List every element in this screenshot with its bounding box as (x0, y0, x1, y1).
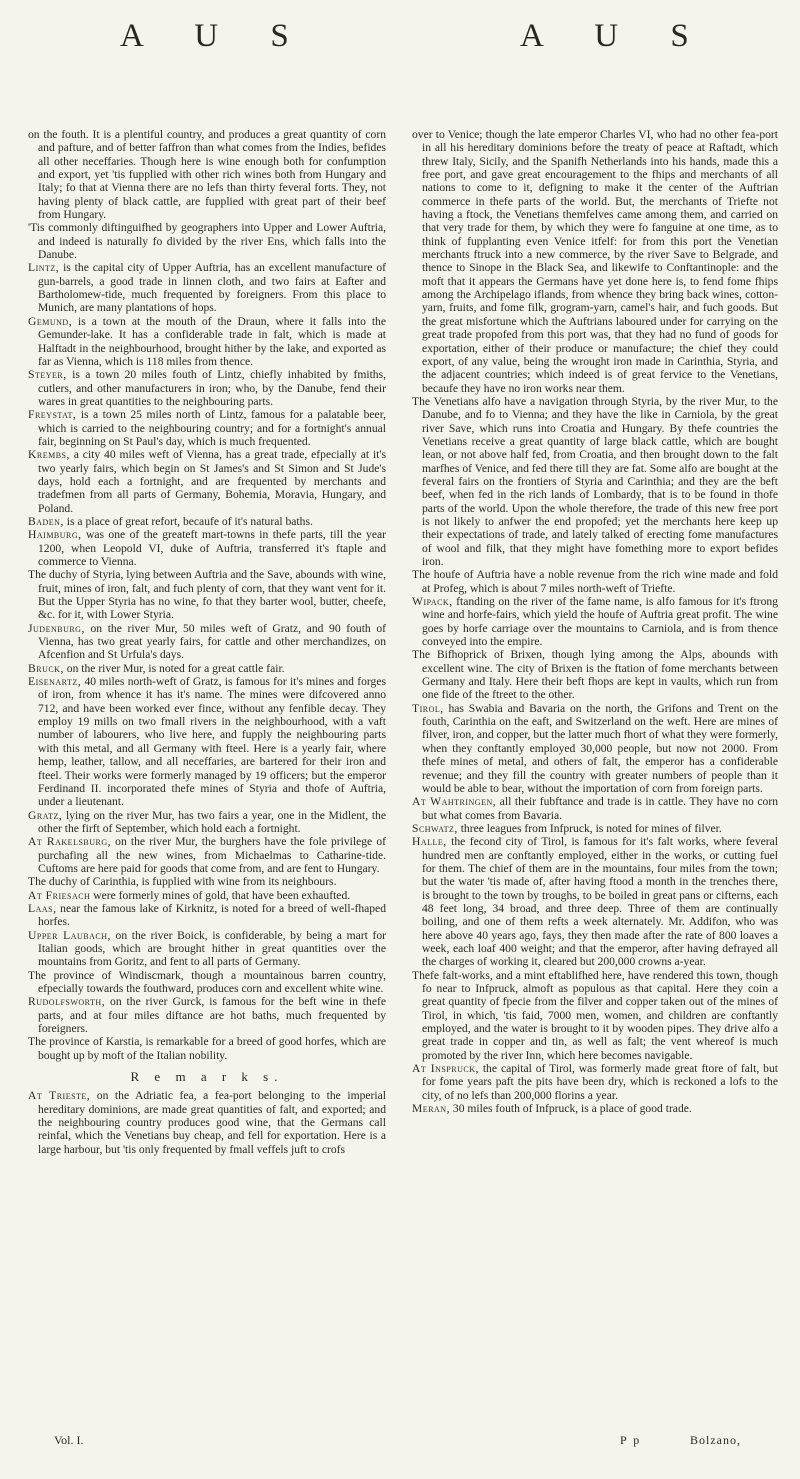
entry-text: 30 miles fouth of Infpruck, is a place of good trade. (452, 1102, 692, 1116)
entry-text: a city 40 miles weft of Vienna, has a great trade, efpecially at it's two yearly fairs, which begin on St James's and St Simon and St Jude's days, hold each a fortnight, and are frequented by merchants and tradefmen from all parts of Germany, Bohemia, Moravia, Hungary, and Poland. (38, 448, 386, 515)
entry-heading: Bruck, (28, 661, 64, 675)
paragraph (28, 662, 386, 675)
paragraph (412, 795, 778, 822)
paragraph (28, 128, 386, 221)
entry-text: on the river Gurck, is famous for the beft wine in thefe parts, and at four miles diftance are hot baths, much frequented by foreigners. (38, 995, 386, 1036)
catchword: Bolzano, (690, 1433, 741, 1447)
entry-text: The Venetians alfo have a navigation through Styria, by the river Mur, to the Danube, and fo to Vienna; and they have the like in Carniola, by the great river Save, which runs into Croatia and Hungary. By thefe countries the Venetians receive a great quantity of large black cattle, which are bought lean, or not above half fed, from Croatia, and then brought down to the falt marfhes of Venice, and fed there till they are fat. Some alfo are bought at the feveral fairs on the frontiers of Styria and Carinthia; and they are the beft beef, when fed in the rich lands of Lombardy, that is to be found in thofe parts of the world. Upon the whole therefore, the trade of this new free port is not likely to anfwer the end propofed; yet the merchants here keep up their expectations of trade, and lately talked of erecting fome manufactures of wool and filk, that they might have fomething more to export befides iron. (412, 394, 778, 568)
paragraph (28, 1089, 386, 1156)
entry-heading: Baden, (28, 514, 64, 528)
entry-text: is a town 25 miles north of Lintz, famous for a palatable beer, which is carried to the neighbouring country; and for a fortnight's annual fair, beginning on St Paul's day, which is much frequented. (38, 408, 386, 448)
entry-text: on the river Mur, 50 miles weft of Gratz, and 90 fouth of Vienna, has two great yearly fairs, for cattle and other merchandizes, on Afcenfion and St Urfula's days. (38, 621, 386, 662)
entry-heading: Meran, (412, 1102, 450, 1116)
left-column (28, 128, 386, 1156)
paragraph (28, 221, 386, 261)
paragraph (412, 395, 778, 568)
paragraph (412, 702, 778, 795)
paragraph (28, 809, 386, 836)
entry-text: 40 miles north-weft of Gratz, is famous for it's mines and forges of iron, from whence it has it's name. The mines were difcovered anno 712, and have been worked ever fince, without any fenfible decay. They employ 19 mills on two fmall rivers in the neighbourhood, with a vaft number of labourers, who live here, and fupply the neighbouring parts with this metal, and all Germany with fteel. Here is a yearly fair, where hemp, leather, tallow, and all neceffaries, are bartered for their iron and fteel. Their works were formerly managed by 19 officers; but the emperor Ferdinand II. incorporated thefe mines of Styria and thofe of Auftria, under a lieutenant. (38, 675, 387, 809)
paragraph (28, 995, 386, 1035)
entry-heading: At Wahtringen, (412, 795, 497, 809)
entry-heading: Freystat, (28, 408, 77, 422)
entry-text: on the river Mur, the burghers have the fole privilege of purchafing all the new wines, from Michaelmas to Catharine-tide. Cuftoms are here paid for goods that come from, and are fent to Hungary. (38, 835, 386, 875)
entry-heading: Krembs, (28, 448, 70, 462)
entry-text: 'Tis commonly diftinguifhed by geographers into Upper and Lower Auftria, and indeed is naturally fo divided by the river Ens, which falls into the Danube. (28, 221, 386, 262)
header-right: A U S (520, 18, 711, 54)
entry-heading: Halle, (412, 835, 447, 849)
entry-text: three leagues from Infpruck, is noted for mines of filver. (460, 821, 722, 835)
paragraph (28, 1035, 386, 1062)
entry-text: The province of Karstia, is remarkable for a breed of good horfes, which are bought up by moft of the Italian nobility. (28, 1035, 386, 1062)
paragraph (28, 835, 386, 875)
right-column (412, 128, 778, 1115)
entry-text: The houfe of Auftria have a noble revenue from the rich wine made and fold at Profeg, which is about 7 miles north-weft of Triefte. (412, 568, 778, 595)
entry-text: The Bifhoprick of Brixen, though lying among the Alps, abounds with excellent wine. The city of Brixen is the ftation of fome merchants between Germany and Italy. Here their beft fhops are kept in vaults, which run from one fide of the ftreet to the other. (412, 648, 778, 702)
running-header (0, 18, 800, 88)
entry-text: is a town at the mouth of the Draun, where it falls into the Gemunder-lake. It has a confiderable trade in falt, which is made at Halftadt in the neighbourhood, brought hither by the lake, and exported as far as Vienna, which is 118 miles from thence. (38, 314, 386, 368)
entry-heading: Lintz, (28, 261, 60, 275)
paragraph (412, 969, 778, 1062)
header-left: A U S (120, 18, 311, 54)
paragraph (412, 1102, 778, 1115)
entry-text: has Swabia and Bavaria on the north, the Grifons and Trent on the fouth, Carinthia on the eaft, and Switzerland on the weft. Here are mines of filver, iron, and copper, but the latter much fhort of what they were formerly, when they conftantly employed 30,000 people, but now not 2000. From thefe mines of metal, and others of falt, the emperor has a confiderable revenue; and they fill the country with greater numbers of people than it would be able to bear, without the importation of corn from foreign parts. (422, 701, 778, 795)
entry-text: The duchy of Carinthia, is fupplied with wine from its neighbours. (28, 875, 337, 889)
entry-heading: Haimburg, (28, 528, 82, 542)
entry-heading: At Trieste, (28, 1089, 91, 1103)
paragraph (28, 622, 386, 662)
entry-heading: Gratz, (28, 808, 63, 822)
entry-heading: Judenburg, (28, 621, 85, 635)
paragraph (28, 568, 386, 621)
volume-label: Vol. I. (54, 1433, 84, 1447)
entry-text: were formerly mines of gold, that have been exhaufted. (93, 888, 351, 902)
paragraph (28, 889, 386, 902)
entry-heading: At Friesach (28, 888, 91, 902)
paragraph (28, 675, 386, 808)
entry-text: is a town 20 miles fouth of Lintz, chiefly inhabited by fmiths, cutlers, and other manufacturers in iron; who, by the Danube, fend their wares in great quantities to the neighbouring parts. (38, 368, 387, 408)
entry-heading: Laas, (28, 901, 57, 915)
entry-heading: Wipack, (412, 595, 453, 609)
entry-text: the capital of Tirol, was formerly made great ftore of falt, but for fome years paft the pits have been dry, which is reckoned a lofs to the city, of no lefs than 200,000 florins a year. (422, 1062, 778, 1102)
entry-text: on the river Boick, is confiderable, by being a mart for Italian goods, which are brought hither in great quantities over the mountains from Goritz, and fent to all parts of Germany. (38, 928, 386, 969)
entry-text: is a place of great refort, becaufe of it's natural baths. (66, 514, 313, 528)
page-footer (0, 1433, 800, 1453)
entry-text: on the river Mur, is noted for a great cattle fair. (66, 661, 285, 675)
entry-text: on the Adriatic fea, a fea-port belonging to the imperial hereditary dominions, are made great quantities of falt, and exported; and the neighbouring country produces good wine, that the Germans call reinfal, which the Venetians buy cheap, and fell for exportation. Here is a large harbour, but 'tis only frequented by fmall veffels juft to crofs (38, 1089, 386, 1156)
paragraph (28, 261, 386, 314)
entry-text: ftanding on the river of the fame name, is alfo famous for it's ftrong wine and horfe-fairs, which yield the houfe of Auftria great profit. The wine goes by horfe carriage over the mountains to Carniola, and is from thence conveyed into the empire. (422, 595, 778, 649)
paragraph (28, 315, 386, 368)
paragraph (412, 128, 778, 395)
paragraph (412, 835, 778, 968)
paragraph (28, 448, 386, 515)
entry-text: The duchy of Styria, lying between Auftria and the Save, abounds with wine, fruit, mines of iron, falt, and fuch plenty of corn, that they want vent for it. But the Upper Styria has no wine, fo that they barter wool, butter, cheefe, &c. for it, with Lower Styria. (28, 568, 386, 622)
entry-text: near the famous lake of Kirknitz, is noted for a breed of well-fhaped horfes. (38, 901, 386, 929)
entry-text: on the fouth. It is a plentiful country, and produces a great quantity of corn and pafture, and of better faffron than what comes from the Indies, befides all other neceffaries. Though here is wine enough both for confumption and export, yet 'tis fupplied with other rich wines both from Hungary and Italy; fo that at Vienna there are no lefs than thirty feveral forts. They, not having plenty of black cattle, are fupplied with great part of their beef from Hungary. (28, 128, 386, 222)
paragraph (412, 568, 778, 595)
entry-heading: Rudolfsworth, (28, 995, 106, 1009)
paragraph (412, 595, 778, 648)
entry-heading: Tirol, (412, 701, 444, 715)
paragraph (412, 822, 778, 835)
paragraph (28, 969, 386, 996)
entry-text: The province of Windiscmark, though a mountainous barren country, efpecially towards the fouthward, produces corn and excellent white wine. (28, 968, 386, 995)
entry-text: the fecond city of Tirol, is famous for it's falt works, where feveral hundred men are conftantly employed, either in the works, or cutting fuel for them. The chief of them are in the mountains, four miles from the town; but the water 'tis made of, after having ftood a month in the trenches there, is brought to the town by troughs, to be boiled in great pans or cifterns, each 48 feet long, 34 broad, and three deep. Three of them are continually boiling, and one of them refts a week alternately. Mr. Addifon, who was here above 40 years ago, fays, they then made after the rate of 800 loaves a week, each loaf 400 weight; and that the emperor, after having defrayed all the charges of working it, cleared but 200,000 crowns a-year. (422, 835, 778, 969)
paragraph (412, 1062, 778, 1102)
entry-text: was one of the greateft mart-towns in thefe parts, till the year 1200, when Leopold VI, duke of Auftria, transferred it's ftaple and commerce to Vienna. (38, 528, 386, 568)
remarks-heading: R e m a r k s. (130, 1069, 284, 1085)
entry-heading: At Inspruck, (412, 1062, 479, 1076)
paragraph (28, 408, 386, 448)
entry-heading: Eisenartz, (28, 675, 82, 689)
entry-text: lying on the river Mur, has two fairs a year, one in the Midlent, the other the firft of September, which hold each a fortnight. (38, 808, 387, 835)
entry-text: all their fubftance and trade is in cattle. They have no corn but what comes from Bavaria. (422, 795, 779, 822)
entry-heading: Steyer, (28, 368, 67, 382)
paragraph (28, 515, 386, 528)
paragraph (28, 875, 386, 888)
entry-heading: Schwatz, (412, 821, 458, 835)
paragraph (412, 648, 778, 701)
entry-text: is the capital city of Upper Auftria, has an excellent manufacture of gun-barrels, a good trade in linnen cloth, and two fairs at Eafter and Bartholomew-tide, much frequented by foreigners. From this place to Munich, are many plantations of hops. (38, 261, 386, 315)
entry-text: over to Venice; though the late emperor Charles VI, who had no other fea-port in all his hereditary dominions before the treaty of peace at Raftadt, which threw Italy, Sicily, and the Spanifh Netherlands into his hands, made this a free port, and gave great encouragement to the fhips and merchants of all nations to come to it, defigning to make it the center of the Auftrian commerce in thefe parts of the world. But, the merchants of Triefte not having a ftock, the Venetians themfelves came among them, and carried on that very trade for them, by which they were fo fanguine at one time, as to think of fupplanting even Venice itfelf: for from this port the Venetian merchants ftruck into a new commerce, by the river Save to Belgrade, and thence to Sinope in the Black Sea, and likewife to Conftantinople: and the moft that it appears the Germans have yet done here is, to fend fome fhips among the Archipelago iflands, from whence they bring back wines, cotton-yarn, fruits, and fome filk, grogram-yarn, camel's hair, and fuch goods. But the great misfortune which the Auftrians laboured under for carrying on the great trade propofed from this port was, that they had no fund of goods for exportation, either of their produce or manufacture; the chief they could export, of any value, being the wrought iron made in Carinthia, Styria, and the adjacent countries; which indeed is of great fervice to the Venetians, becaufe they have no iron works near them. (412, 128, 778, 395)
entry-heading: At Rakelsburg, (28, 835, 112, 849)
signature-mark: P p (620, 1433, 642, 1447)
paragraph (28, 902, 386, 929)
entry-heading: Upper Laubach, (28, 928, 111, 942)
paragraph (28, 368, 386, 408)
paragraph (28, 528, 386, 568)
entry-heading: Gemund, (28, 314, 73, 328)
entry-text: Thefe falt-works, and a mint eftablifhed here, have rendered this town, though fo near to Infpruck, almoft as populous as that capital. Here they coin a great quantity of fpecie from the filver and copper taken out of the mines of Tirol, in which, 'tis faid, 7000 men, women, and children are conftantly employed, and the water is brought to it by wooden pipes. They drive alfo a great trade in copper and tin, as well as falt; the vent whereof is much promoted by the river Inn, which here becomes navigable. (412, 968, 778, 1062)
paragraph (28, 929, 386, 969)
